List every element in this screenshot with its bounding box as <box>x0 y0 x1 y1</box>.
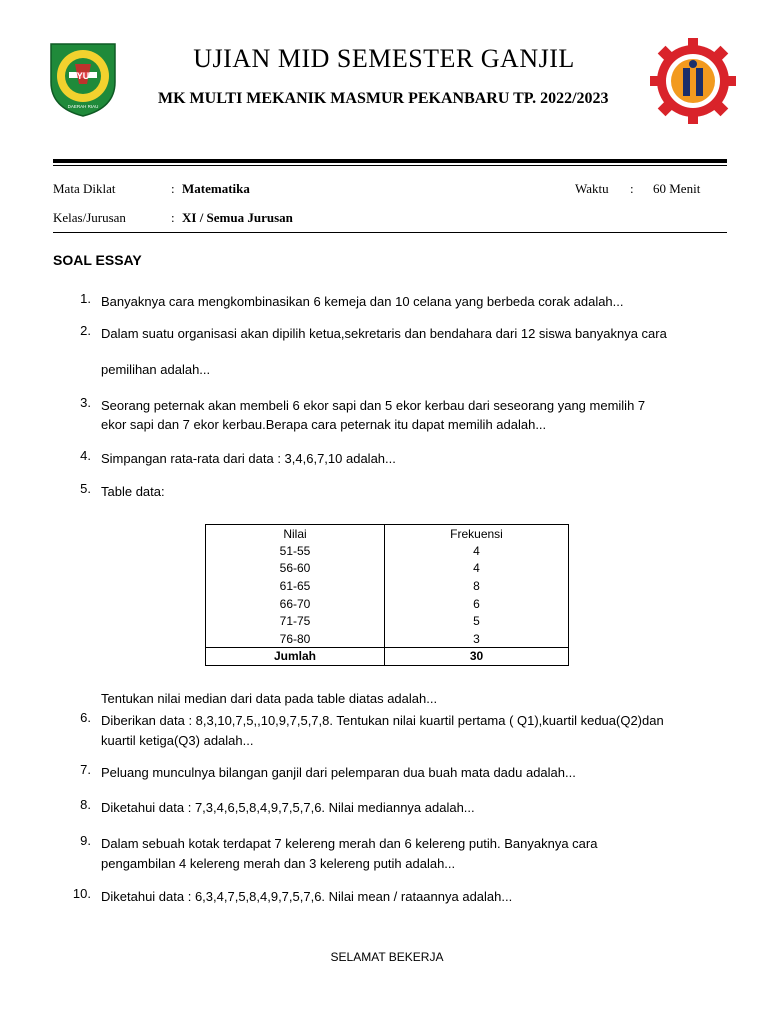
table-total-row <box>206 648 569 666</box>
table-cell: 6 <box>473 596 480 611</box>
table-header-row <box>206 525 569 543</box>
class-separator: : <box>171 210 175 225</box>
table-row <box>206 577 569 595</box>
table-total-value: 30 <box>385 648 569 666</box>
question-text: Peluang munculnya bilangan ganjil dari pelemparan dua buah mata dadu adalah... <box>101 765 576 780</box>
table-cell: 71-75 <box>206 612 385 630</box>
section-title: SOAL ESSAY <box>53 252 142 268</box>
table-row <box>206 630 569 648</box>
svg-text:YU: YU <box>76 71 90 81</box>
question-text: Dalam sebuah kotak terdapat 7 kelereng merah dan 6 kelereng putih. Banyaknya cara <box>101 836 598 851</box>
question-text: Diketahui data : 6,3,4,7,5,8,4,9,7,5,7,6. Nilai mean / rataannya adalah... <box>101 889 513 904</box>
table-cell: 76-80 <box>206 630 385 648</box>
table-cell: 51-55 <box>206 542 385 560</box>
question-number: 7. <box>80 762 91 777</box>
table-cell: 66-70 <box>206 595 385 613</box>
question-number: 10. <box>72 886 91 901</box>
question-number: 8. <box>80 797 91 812</box>
time-value: 60 Menit <box>653 181 701 196</box>
table-cell: 61-65 <box>206 577 385 595</box>
subject-label: Mata Diklat <box>53 181 116 196</box>
table-cell: 56-60 <box>206 560 385 578</box>
question-number: 3. <box>80 395 91 410</box>
frequency-table <box>205 524 569 666</box>
table-cell: 8 <box>473 579 480 594</box>
question-text-cont: pemilihan adalah... <box>101 362 211 377</box>
question-number: 4. <box>80 448 91 463</box>
question-number: 5. <box>80 481 91 496</box>
table-cell: 3 <box>473 631 480 646</box>
subject-separator: : <box>171 181 175 196</box>
question-number: 9. <box>80 833 91 848</box>
question-text: Diketahui data : 7,3,4,6,5,8,4,9,7,5,7,6. Nilai mediannya adalah... <box>101 800 475 815</box>
svg-text:DAERAH RIAU: DAERAH RIAU <box>67 104 99 109</box>
question-text-cont: kuartil ketiga(Q3) adalah... <box>101 733 254 748</box>
header-rule-thin <box>53 165 727 166</box>
question-number: 6. <box>80 710 91 725</box>
question-text: Banyaknya cara mengkombinasikan 6 kemeja dan 10 celana yang berbeda corak adalah... <box>101 294 624 309</box>
class-label: Kelas/Jurusan <box>53 210 126 225</box>
school-subtitle: MK MULTI MEKANIK MASMUR PEKANBARU TP. 2022/2023 <box>158 90 609 107</box>
table-total-label: Jumlah <box>206 648 385 666</box>
closing-text: SELAMAT BEKERJA <box>330 950 444 964</box>
table-row <box>206 560 569 578</box>
question-number: 1. <box>80 291 91 306</box>
question-text: Diberikan data : 8,3,10,7,5,,10,9,7,5,7,8. Tentukan nilai kuartil pertama ( Q1),kuartil kedua(Q2)dan <box>101 713 664 728</box>
question-text: Seorang peternak akan membeli 6 ekor sapi dan 5 ekor kerbau dari seseorang yang memilih 7 <box>101 398 646 413</box>
info-rule <box>53 232 727 233</box>
table-cell: 5 <box>473 614 480 629</box>
table-cell: 4 <box>473 561 480 576</box>
question-text-cont: ekor sapi dan 7 ekor kerbau.Berapa cara peternak itu dapat memilih adalah... <box>101 417 547 432</box>
table-header-nilai: Nilai <box>206 525 385 543</box>
time-separator: : <box>630 181 634 196</box>
table-row <box>206 542 569 560</box>
question-text-cont: pengambilan 4 kelereng merah dan 3 kelereng putih adalah... <box>101 856 456 871</box>
table-cell: 4 <box>473 543 480 558</box>
exam-title: UJIAN MID SEMESTER GANJIL <box>193 44 575 73</box>
time-label: Waktu <box>575 181 609 196</box>
question-text: Dalam suatu organisasi akan dipilih ketua,sekretaris dan bendahara dari 12 siswa banyaknya cara <box>101 326 667 341</box>
subject-value: Matematika <box>182 181 250 196</box>
question-text: Simpangan rata-rata dari data : 3,4,6,7,10 adalah... <box>101 451 396 466</box>
table-header-frekuensi: Frekuensi <box>450 526 503 541</box>
header-rule-thick <box>53 159 727 163</box>
question-text: Tentukan nilai median dari data pada table diatas adalah... <box>101 691 438 706</box>
table-row <box>206 595 569 613</box>
class-value: XI / Semua Jurusan <box>182 210 293 225</box>
question-text: Table data: <box>101 484 165 499</box>
question-number: 2. <box>80 323 91 338</box>
table-row <box>206 612 569 630</box>
